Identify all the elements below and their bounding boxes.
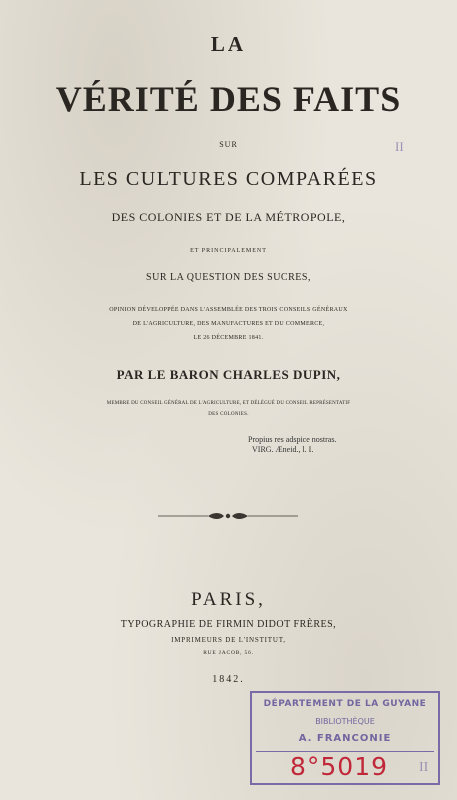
principalement-label: ET PRINCIPALEMENT [190, 248, 267, 254]
call-number: 8°5019 [290, 752, 389, 781]
printer-role: IMPRIMEURS DE L'INSTITUT, [171, 636, 286, 644]
stamp-line-3: A. FRANCONIE [298, 733, 392, 744]
motto-line-1: Propius res adspice nostras. [248, 435, 337, 444]
printer-line: TYPOGRAPHIE DE FIRMIN DIDOT FRÈRES, [120, 619, 337, 630]
sur-label: SUR [219, 140, 238, 149]
stamp-line-2: BIBLIOTHÈQUE [315, 717, 375, 726]
opinion-line-3: LE 26 DÉCEMBRE 1841. [193, 335, 264, 341]
author-line: PAR LE BARON CHARLES DUPIN, [116, 367, 341, 382]
margin-mark: II [395, 139, 404, 154]
main-title: VÉRITÉ DES FAITS [55, 79, 402, 119]
motto [248, 435, 418, 455]
title-article: LA [210, 32, 247, 56]
address: RUE JACOB, 56. [203, 650, 254, 656]
subtitle: LES CULTURES COMPARÉES [79, 168, 378, 190]
author-role-line-1: MEMBRE DU CONSEIL GÉNÉRAL DE L'AGRICULTURE, ET DÉLÉGUÉ DU CONSEIL REPRÉSENTATIF [106, 401, 351, 406]
question-line: SUR LA QUESTION DES SUCRES, [146, 272, 311, 283]
stamp-roman: II [419, 760, 429, 775]
author-role-line-2: DES COLONIES. [208, 412, 249, 417]
publication-year: 1842. [212, 674, 245, 685]
subtitle-2: DES COLONIES ET DE LA MÉTROPOLE, [111, 210, 346, 224]
motto-line-2: VIRG. Æneid., l. I. [252, 445, 314, 454]
opinion-line-1: OPINION DÉVELOPPÉE DANS L'ASSEMBLÉE DES TROIS CONSEILS GÉNÉRAUX [109, 307, 348, 313]
city: PARIS, [191, 589, 266, 610]
stamp-line-1: DÉPARTEMENT DE LA GUYANE [263, 699, 427, 709]
opinion-line-2: DE L'AGRICULTURE, DES MANUFACTURES ET DU COMMERCE, [132, 321, 325, 327]
ornament-rule [158, 511, 298, 521]
